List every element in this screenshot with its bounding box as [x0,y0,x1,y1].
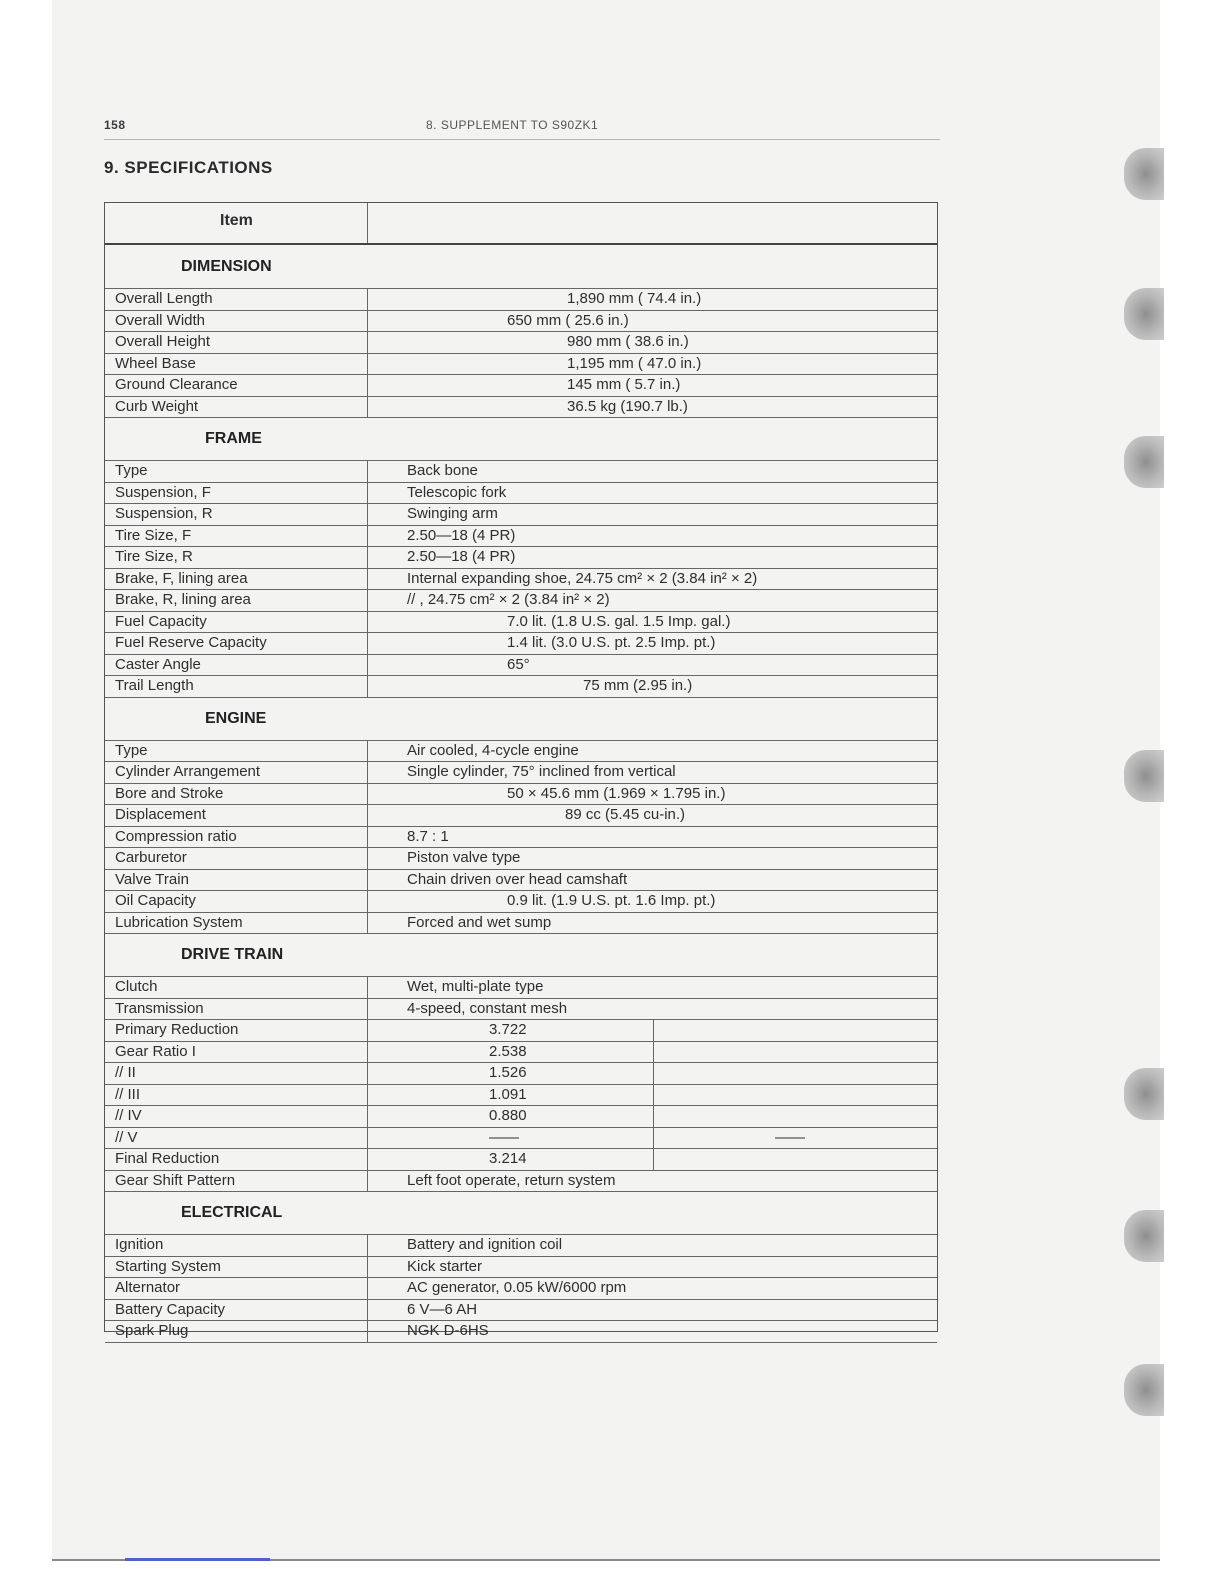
column-divider [367,503,368,525]
table-row-label: Fuel Capacity [115,612,207,630]
table-header-divider [367,203,368,243]
row-rule [105,396,937,397]
table-row-value: Left foot operate, return system [407,1171,616,1189]
table-row-label: Gear Shift Pattern [115,1171,236,1189]
table-row-value: AC generator, 0.05 kW/6000 rpm [407,1279,627,1296]
table-row-value: // , 24.75 cm² × 2 (3.84 in² × 2) [407,591,610,608]
table-row-value: Single cylinder, 75° inclined from vertical [407,763,676,780]
column-divider [367,804,368,826]
column-divider [367,761,368,783]
column-divider [367,353,368,375]
bottom-accent [125,1558,270,1561]
table-row-label: Oil Capacity [115,892,196,909]
section-end-rule [105,697,937,698]
table-row-value: 1.091 [489,1085,527,1103]
table-row-label: Displacement [115,806,206,823]
column-divider [367,288,368,310]
column-divider [367,632,368,654]
table-row-value: 75 mm (2.95 in.) [583,677,693,694]
table-row-label: Valve Train [115,870,189,888]
row-rule [105,503,937,504]
table-header-item: Item [220,212,253,229]
column-divider [653,1148,654,1170]
table-row-label: Overall Height [115,333,211,350]
table-row-label: Battery Capacity [115,1300,226,1318]
table-row-label: Overall Length [115,290,213,307]
column-divider [367,675,368,697]
column-divider [367,1299,368,1321]
binder-hole-icon [1124,750,1164,802]
table-row-label: Final Reduction [115,1150,220,1167]
table-row-value: Swinging arm [407,505,498,522]
row-rule [105,482,937,483]
table-row-label: Ignition [115,1236,164,1253]
column-divider [367,525,368,547]
table-row-value: Wet, multi-plate type [407,978,544,995]
column-divider [367,1127,368,1149]
section-heading: DRIVE TRAIN [181,946,284,963]
table-row-label: Carburetor [115,849,187,866]
table-row-label: Tire Size, R [115,548,193,565]
table-row-value: Internal expanding shoe, 24.75 cm² × 2 (3.84 in² × 2) [407,569,758,587]
column-divider [367,1170,368,1192]
section-heading: ELECTRICAL [181,1204,283,1221]
table-row-label: Suspension, F [115,483,211,501]
running-header [104,116,940,138]
table-row-label: Compression ratio [115,827,237,845]
row-rule [105,1320,937,1321]
table-row-value: 7.0 lit. (1.8 U.S. gal. 1.5 Imp. gal.) [507,612,731,630]
column-divider [367,310,368,332]
row-rule [105,460,937,461]
column-divider [367,1256,368,1278]
table-row-value: 2.538 [489,1042,527,1060]
table-row-value: 0.880 [489,1107,527,1124]
column-divider [367,1041,368,1063]
table-row-value: 3.722 [489,1021,527,1038]
page-number: 158 [104,118,126,132]
column-divider [367,482,368,504]
row-rule [105,1127,937,1128]
table-row-label: Type [115,741,148,759]
column-divider [367,1320,368,1342]
table-row-label: // IV [115,1107,142,1124]
table-row-label: Brake, F, lining area [115,569,248,587]
section-end-rule [105,933,937,934]
table-row-label: // II [115,1064,136,1081]
table-row-value: 8.7 : 1 [407,827,449,845]
table-row-value: Chain driven over head camshaft [407,870,628,888]
column-divider [367,546,368,568]
table-row-value: Back bone [407,462,478,479]
column-divider [367,1105,368,1127]
row-rule [105,1256,937,1257]
table-row-label: Starting System [115,1257,221,1275]
column-divider [367,374,368,396]
column-divider [367,611,368,633]
table-row-label: Brake, R, lining area [115,591,251,608]
binder-hole-icon [1124,1364,1164,1416]
table-row-value: NGK D-6HS [407,1322,489,1339]
table-row-value: 89 cc (5.45 cu-in.) [565,806,686,823]
row-rule [105,288,937,289]
column-divider [367,890,368,912]
column-divider [653,1105,654,1127]
table-row-value: 1.4 lit. (3.0 U.S. pt. 2.5 Imp. pt.) [507,634,716,651]
table-row-value: Forced and wet sump [407,913,552,931]
table-row-label: Curb Weight [115,397,199,415]
table-header-rule [105,243,937,245]
running-title: 8. SUPPLEMENT TO S90ZK1 [426,118,599,132]
table-row-label: Cylinder Arrangement [115,763,261,780]
table-row-value: 2.50—18 (4 PR) [407,526,516,544]
section-end-rule [105,1342,937,1343]
table-row-label: Gear Ratio I [115,1042,196,1060]
header-rule [104,139,940,140]
table-row-value: 65° [507,655,530,673]
table-row-value: Piston valve type [407,849,521,866]
table-row-label: Lubrication System [115,913,243,931]
column-divider [367,654,368,676]
table-row-label: Caster Angle [115,655,201,673]
row-rule [105,525,937,526]
column-divider [653,1084,654,1106]
column-divider [367,783,368,805]
table-row-label: // V [115,1128,138,1146]
section-title: 9. SPECIFICATIONS [104,158,273,177]
table-row-value: 6 V—6 AH [407,1300,478,1318]
table-row-value: 36.5 kg (190.7 lb.) [567,397,688,415]
table-row-value: 3.214 [489,1150,527,1167]
column-divider [367,396,368,418]
row-rule [105,675,937,676]
table-row-label: Type [115,462,148,479]
column-divider [367,331,368,353]
column-divider [367,1062,368,1084]
column-divider [367,460,368,482]
column-divider [367,589,368,611]
table-row-value: 2.50—18 (4 PR) [407,548,516,565]
column-divider [367,740,368,762]
column-divider [367,1019,368,1041]
row-rule [105,331,937,332]
column-divider [367,1277,368,1299]
row-rule [105,546,937,547]
table-row-value: 0.9 lit. (1.9 U.S. pt. 1.6 Imp. pt.) [507,892,716,909]
column-divider [367,976,368,998]
section-heading: FRAME [205,430,262,447]
row-rule [105,353,937,354]
binder-hole-icon [1124,1210,1164,1262]
column-divider [367,1148,368,1170]
specifications-table [104,202,938,1339]
column-divider [367,869,368,891]
column-divider [367,998,368,1020]
column-divider [653,1019,654,1041]
table-row-value: —— [489,1128,519,1146]
table-row-label: Tire Size, F [115,526,192,544]
table-row-label: Wheel Base [115,354,196,372]
section-heading: ENGINE [205,709,267,727]
table-row-value: Kick starter [407,1257,483,1275]
table-row-label: Primary Reduction [115,1021,239,1038]
table-row-extra: —— [775,1128,805,1146]
row-rule [105,1299,937,1300]
table-row-label: Overall Width [115,311,206,329]
row-rule [105,804,937,805]
table-row-value: 980 mm ( 38.6 in.) [567,333,689,350]
row-rule [105,847,937,848]
binder-hole-icon [1124,288,1164,340]
table-row-value: 145 mm ( 5.7 in.) [567,376,681,393]
table-row-label: Fuel Reserve Capacity [115,634,267,651]
column-divider [367,847,368,869]
binder-hole-icon [1124,436,1164,488]
table-row-label: Bore and Stroke [115,784,224,802]
table-row-value: 1,890 mm ( 74.4 in.) [567,290,702,307]
table-row-value: Air cooled, 4-cycle engine [407,741,579,759]
column-divider [367,1084,368,1106]
column-divider [367,1234,368,1256]
table-row-label: Transmission [115,999,204,1017]
binder-hole-icon [1124,1068,1164,1120]
column-divider [653,1062,654,1084]
column-divider [367,568,368,590]
table-row-value: 1.526 [489,1064,527,1081]
table-row-label: Trail Length [115,677,194,694]
table-row-value: 1,195 mm ( 47.0 in.) [567,354,702,372]
table-row-label: Suspension, R [115,505,213,522]
column-divider [367,912,368,934]
table-row-value: Battery and ignition coil [407,1236,563,1253]
column-divider [653,1041,654,1063]
table-row-value: 650 mm ( 25.6 in.) [507,311,629,329]
section-end-rule [105,1191,937,1192]
section-heading: DIMENSION [181,258,272,275]
table-row-value: Telescopic fork [407,483,507,501]
table-row-label: Clutch [115,978,158,995]
table-row-label: Alternator [115,1279,181,1296]
column-divider [367,826,368,848]
table-row-value: 50 × 45.6 mm (1.969 × 1.795 in.) [507,784,726,802]
table-row-label: Ground Clearance [115,376,238,393]
table-row-label: Spark Plug [115,1322,189,1339]
binder-hole-icon [1124,148,1164,200]
table-row-value: 4-speed, constant mesh [407,999,568,1017]
table-row-label: // III [115,1085,141,1103]
column-divider [653,1127,654,1149]
section-end-rule [105,417,937,418]
